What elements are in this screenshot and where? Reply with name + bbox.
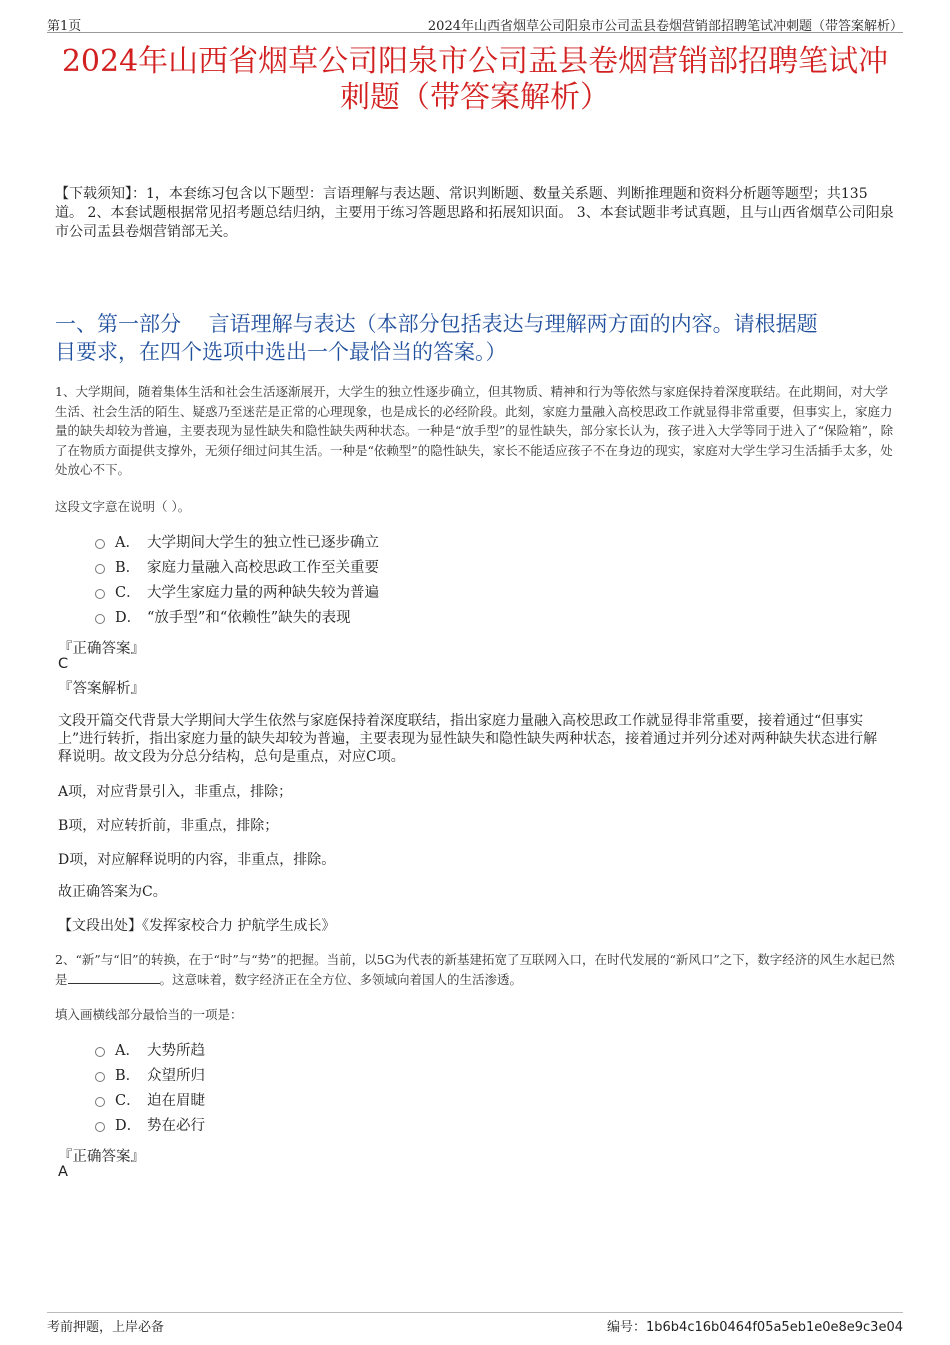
analysis-line-a: A项，对应背景引入，非重点，排除； xyxy=(58,784,293,800)
question-2-option-d[interactable]: D． 势在必行 xyxy=(95,1112,205,1137)
question-2-text: 2、“新”与“旧”的转换，在于“时”与“势”的把握。当前，以5G为代表的新基建拓宽了互联网入口，在时代发展的“新风口”之下，数字经济的风生水起已然是 。这意味着，数字经济正在全方位、多领域向着国人的生活渗透。 xyxy=(55,952,895,987)
radio-icon[interactable] xyxy=(95,1072,105,1082)
analysis-conclusion: 故正确答案为C。 xyxy=(58,884,167,900)
section-heading xyxy=(55,310,895,366)
radio-icon[interactable] xyxy=(95,564,105,574)
question-2-option-a[interactable]: A． 大势所趋 xyxy=(95,1037,205,1062)
question-2-option-c[interactable]: C． 迫在眉睫 xyxy=(95,1087,205,1112)
document-title xyxy=(47,44,903,116)
radio-icon[interactable] xyxy=(95,614,105,624)
question-1-option-b[interactable]: B． 家庭力量融入高校思政工作至关重要 xyxy=(95,554,379,579)
radio-icon[interactable] xyxy=(95,1097,105,1107)
question-1-analysis-label: 『答案解析』 xyxy=(58,681,145,697)
radio-icon[interactable] xyxy=(95,1047,105,1057)
question-2-answer-label: 『正确答案』 xyxy=(58,1149,145,1165)
question-1-answer: C xyxy=(58,656,69,672)
question-1-options xyxy=(95,529,379,629)
footer-code: 编号：1b6b4c16b0464f05a5eb1e0e8e9c3e04 xyxy=(606,1320,903,1335)
page-number: 第1页 xyxy=(47,19,82,34)
question-1-prompt: 这段文字意在说明（ ）。 xyxy=(55,499,191,514)
analysis-line-b: B项，对应转折前，非重点，排除； xyxy=(58,818,279,834)
analysis-line-d: D项，对应解释说明的内容，非重点，排除。 xyxy=(58,852,336,868)
question-1-text: 1、大学期间，随着集体生活和社会生活逐渐展开，大学生的独立性逐步确立，但其物质、精神和行为等依然与家庭保持着深度联结。在此期间，对大学生活、社会生活的陌生、疑惑乃至迷茫是正常的心理现象，也是成长的必经阶段。此刻，家庭力量融入高校思政工作就显得非常重要，但事实上，家庭力量的缺失却较为普遍，主要表现为显性缺失和隐性缺失两种状态。一种是“放手型”的显性缺失，部分家长认为，孩子进入大学等同于进入了“保险箱”，除了在物质方面提供支撑外，无须仔细过问其生活。一种是“依赖型”的隐性缺失，家长不能适应孩子不在身边的现实，家庭对大学生学习生活插手太多，处处放心不下。 xyxy=(55,384,894,477)
question-1-option-a[interactable]: A． 大学期间大学生的独立性已逐步确立 xyxy=(95,529,379,554)
question-2-prompt: 填入画横线部分最恰当的一项是： xyxy=(55,1007,243,1022)
page-header xyxy=(47,12,903,33)
page-footer xyxy=(47,1312,903,1335)
question-1-answer-label: 『正确答案』 xyxy=(58,641,145,657)
fill-in-blank xyxy=(68,972,160,984)
footer-slogan: 考前押题，上岸必备 xyxy=(47,1320,165,1335)
document-title-line-2: 刺题（带答案解析） xyxy=(340,80,610,115)
question-1-source: 【文段出处】《发挥家校合力 护航学生成长》 xyxy=(58,918,336,934)
question-2-option-b[interactable]: B． 众望所归 xyxy=(95,1062,205,1087)
question-2-options xyxy=(95,1037,205,1137)
question-1-analysis: 文段开篇交代背景大学期间大学生依然与家庭保持着深度联结，指出家庭力量融入高校思政工作就显得非常重要，接着通过“但事实上”进行转折，指出家庭力量的缺失却较为普遍，主要表现为显性缺失和隐性缺失两种状态，接着通过并列分述对两种缺失状态进行解释说明。故文段为分总分结构，总句是重点，对应C项。 xyxy=(58,713,878,765)
radio-icon[interactable] xyxy=(95,1122,105,1132)
question-1-option-c[interactable]: C． 大学生家庭力量的两种缺失较为普遍 xyxy=(95,579,379,604)
section-heading-line-2: 目要求，在四个选项中选出一个最恰当的答案。） xyxy=(55,340,507,364)
download-notice: 【下载须知】：1，本套练习包含以下题型：言语理解与表达题、常识判断题、数量关系题、判断推理题和资料分析题等题型；共135道。 2、本套试题根据常见招考题总结归纳，主要用于练习答题思路和拓展知识面。 3、本套试题非考试真题，且与山西省烟草公司阳泉市公司盂县卷烟营销部无关。 xyxy=(55,186,894,240)
header-title: 2024年山西省烟草公司阳泉市公司盂县卷烟营销部招聘笔试冲刺题（带答案解析） xyxy=(427,19,903,34)
radio-icon[interactable] xyxy=(95,539,105,549)
section-heading-line-1: 一、第一部分 言语理解与表达（本部分包括表达与理解两方面的内容。请根据题 xyxy=(55,312,818,336)
question-2-answer: A xyxy=(58,1164,68,1180)
question-1-option-d[interactable]: D． “放手型”和“依赖性”缺失的表现 xyxy=(95,604,379,629)
document-title-line-1: 2024年山西省烟草公司阳泉市公司盂县卷烟营销部招聘笔试冲 xyxy=(61,44,889,79)
radio-icon[interactable] xyxy=(95,589,105,599)
